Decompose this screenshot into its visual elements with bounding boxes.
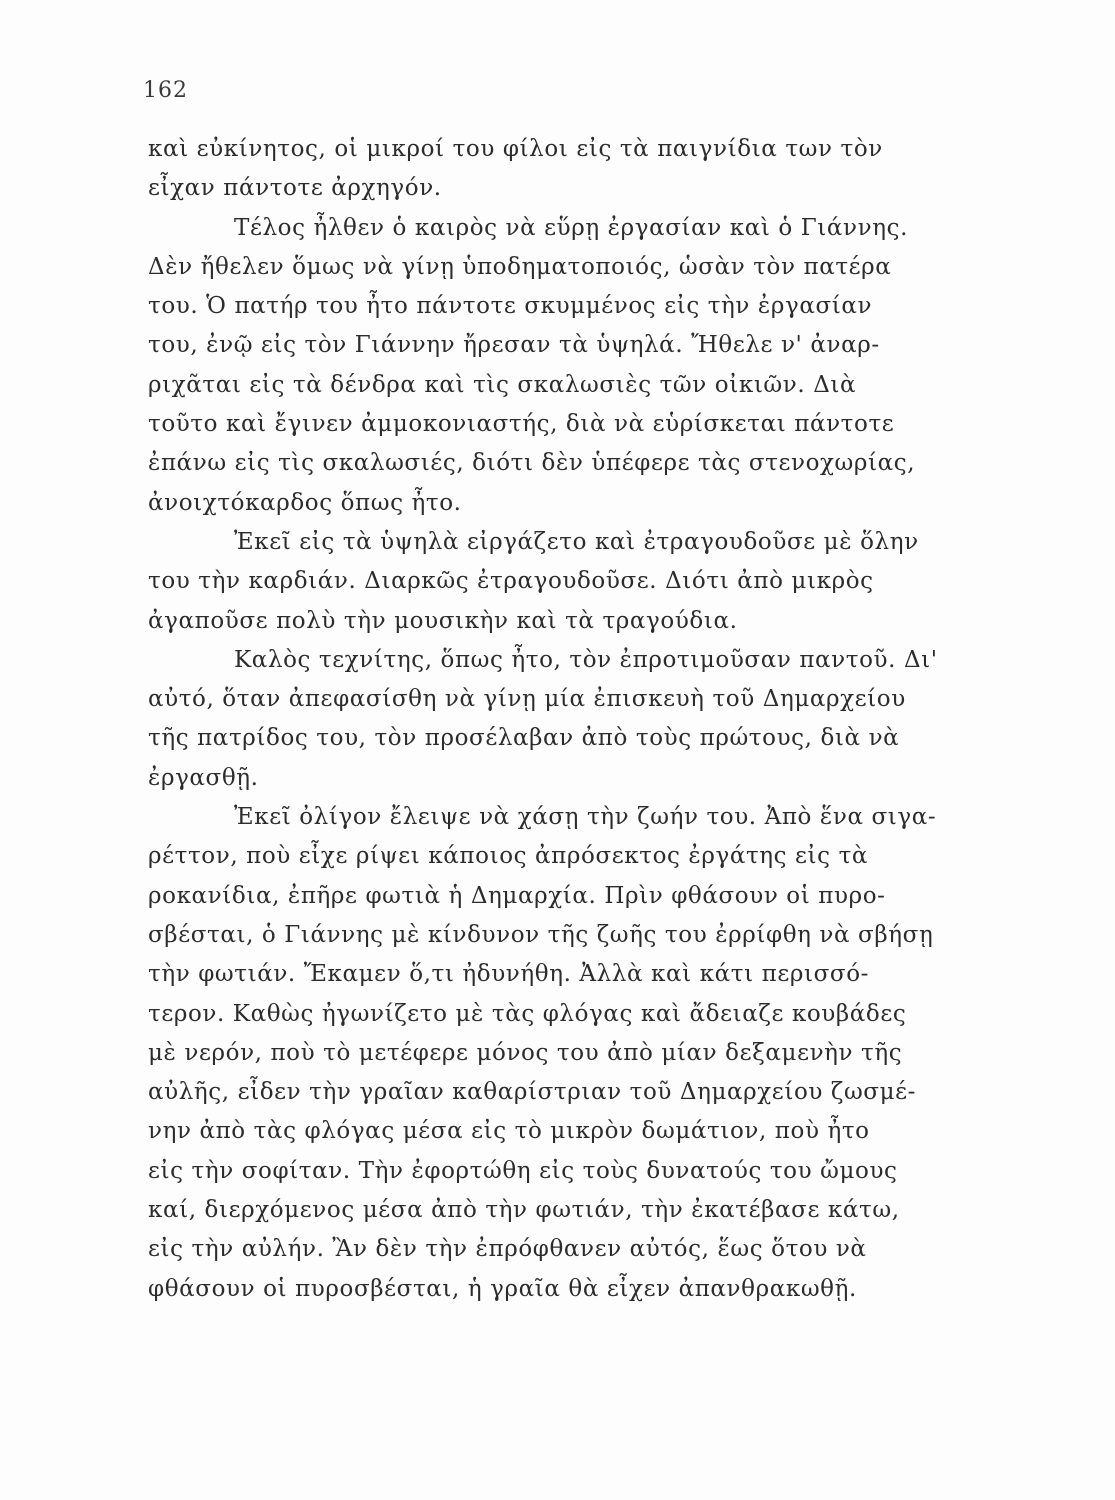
text-line: νην ἀπὸ τὰς φλόγας μέσα εἰς τὸ μικρὸν δωμάτιον, ποὺ ἦτο <box>148 1118 870 1145</box>
text-line: Δὲν ἤθελεν ὅμως νὰ γίνῃ ὑποδηματοποιός, ὡσὰν τὸν πατέρα <box>148 253 892 280</box>
text-line: εἰς τὴν αὐλήν. Ἂν δὲν τὴν ἐπρόφθανεν αὐτός, ἕως ὅτου νὰ <box>148 1236 867 1263</box>
text-line: εἰς τὴν σοφίταν. Τὴν ἐφορτώθη εἰς τοὺς δυνατούς του ὤμους <box>148 1157 898 1184</box>
text-line: εἶχαν πάντοτε ἀρχηγόν. <box>148 175 442 202</box>
text-line: ἀγαποῦσε πολὺ τὴν μουσικὴν καὶ τὰ τραγούδια. <box>148 607 738 634</box>
text-line: ἐπάνω εἰς τὶς σκαλωσιές, διότι δὲν ὑπέφερε τὰς στενοχωρίας, <box>148 450 916 477</box>
paragraph-start-line: Ἐκεῖ εἰς τὰ ὑψηλὰ εἰργάζετο καὶ ἐτραγουδοῦσε μὲ ὅλην <box>234 528 919 555</box>
text-line: τοῦτο καὶ ἔγινεν ἀμμοκονιαστής, διὰ νὰ εὑρίσκεται πάντοτε <box>148 411 895 438</box>
paragraph-start-line: Ἐκεῖ ὀλίγον ἔλειψε νὰ χάσῃ τὴν ζωήν του. Ἀπὸ ἕνα σιγα- <box>234 804 937 831</box>
text-line: τὴν φωτιάν. Ἔκαμεν ὅ,τι ἠδυνήθη. Ἀλλὰ καὶ κάτι περισσό- <box>148 961 870 988</box>
text-line: τῆς πατρίδος του, τὸν προσέλαβαν ἀπὸ τοὺς πρώτους, διὰ νὰ <box>148 725 900 752</box>
text-line: ρέττον, ποὺ εἶχε ρίψει κάποιος ἀπρόσεκτος ἐργάτης εἰς τὰ <box>148 843 869 870</box>
text-line: του, ἐνῷ εἰς τὸν Γιάννην ἤρεσαν τὰ ὑψηλά. Ἤθελε ν' ἀναρ- <box>148 332 880 359</box>
body-text <box>148 130 990 1309</box>
text-line: αὐλῆς, εἶδεν τὴν γραῖαν καθαρίστριαν τοῦ Δημαρχείου ζωσμέ- <box>148 1079 917 1106</box>
text-line: ροκανίδια, ἐπῆρε φωτιὰ ἡ Δημαρχία. Πρὶν φθάσουν οἱ πυρο- <box>148 882 886 909</box>
text-line: μὲ νερόν, ποὺ τὸ μετέφερε μόνος του ἀπὸ μίαν δεξαμενὴν τῆς <box>148 1039 903 1066</box>
text-line: φθάσουν οἱ πυροσβέσται, ἡ γραῖα θὰ εἶχεν ἀπανθρακωθῇ. <box>148 1275 857 1302</box>
text-line: ἀνοιχτόκαρδος ὅπως ἦτο. <box>148 489 462 516</box>
text-line: καὶ εὐκίνητος, οἱ μικροί του φίλοι εἰς τὰ παιγνίδια των τὸν <box>148 136 883 162</box>
text-line: του τὴν καρδιάν. Διαρκῶς ἐτραγουδοῦσε. Διότι ἀπὸ μικρὸς <box>148 568 874 595</box>
paragraph-start-line: Καλὸς τεχνίτης, ὅπως ἦτο, τὸν ἐπροτιμοῦσαν παντοῦ. Δι' <box>234 646 938 673</box>
paragraph-start-line: Τέλος ἦλθεν ὁ καιρὸς νὰ εὕρῃ ἐργασίαν καὶ ὁ Γιάννης. <box>234 214 908 241</box>
text-line: ριχᾶται εἰς τὰ δένδρα καὶ τὶς σκαλωσιὲς τῶν οἰκιῶν. Διὰ <box>148 371 857 398</box>
page-number: 162 <box>143 78 188 103</box>
text-line: αὐτό, ὅταν ἀπεφασίσθη νὰ γίνῃ μία ἐπισκευὴ τοῦ Δημαρχείου <box>148 686 906 713</box>
text-line: ἐργασθῇ. <box>148 764 259 791</box>
text-line: του. Ὁ πατήρ του ἦτο πάντοτε σκυμμένος εἰς τὴν ἐργασίαν <box>148 293 873 320</box>
text-line: καί, διερχόμενος μέσα ἀπὸ τὴν φωτιάν, τὴν ἐκατέβασε κάτω, <box>148 1197 900 1224</box>
text-line: σβέσται, ὁ Γιάννης μὲ κίνδυνον τῆς ζωῆς του ἐρρίφθη νὰ σβήσῃ <box>148 921 934 948</box>
text-line: τερον. Καθὼς ἠγωνίζετο μὲ τὰς φλόγας καὶ ἄδειαζε κουβάδες <box>148 1000 907 1027</box>
